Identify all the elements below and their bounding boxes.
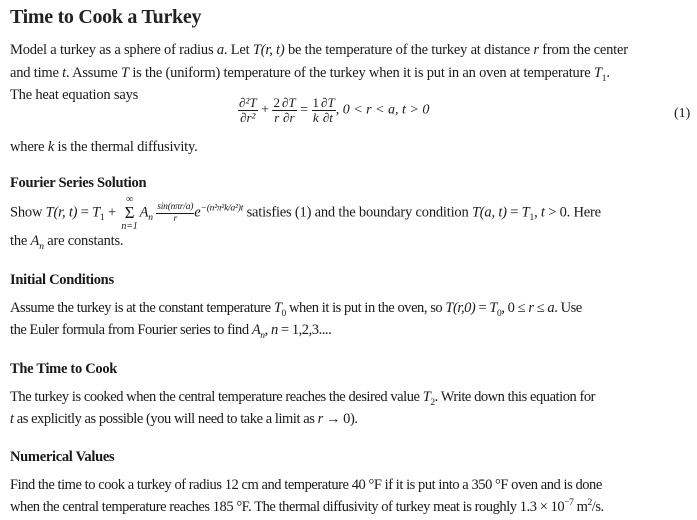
operator: = [506,204,522,221]
math-exponent: 2 [587,498,592,509]
math-var: n [270,322,278,338]
math-var: T [593,65,602,81]
intro-text: and time [10,65,63,81]
text: /s. [591,499,604,515]
math-var: T(r, t) [45,204,78,221]
fourier-line-1 [10,194,601,232]
operator: = [475,300,490,316]
math-var: t [62,65,67,81]
intro-text: . Assume [66,65,122,81]
fourier-line-2 [10,230,123,252]
math-subscript: n [39,241,44,252]
math-var: A [251,322,261,338]
section-heading-initial: Initial Conditions [10,272,114,288]
intro-line-3: The heat equation says [10,87,139,103]
equation-domain: , 0 < r < a, t > 0 [335,102,430,118]
summation [121,194,137,232]
math-subscript: 2 [430,397,435,408]
intro-line-1 [10,39,628,61]
math-subscript: 0 [497,308,502,319]
math-var: T [121,65,129,81]
intro-text: Model a turkey as a sphere of radius [10,42,217,58]
math-subscript: 1 [100,213,105,224]
operator: + [104,204,120,221]
sum-lower: n=1 [121,221,138,232]
numerical-line-2 [10,496,604,518]
text: > 0. Here [544,204,601,221]
fraction: $\frac{\partial T}{\partial r}$ [281,95,296,125]
text: Show [10,204,46,221]
note-text: is the thermal diffusivity. [54,139,198,155]
intro-text: from the center [538,42,628,58]
text: . Write down this equation for [434,389,596,405]
text: , 0 ≤ [501,300,529,316]
fraction: $\frac{1}{k}$ [312,95,320,125]
heat-equation [238,96,429,125]
section-heading-time: The Time to Cook [10,361,118,377]
initial-line-2 [10,319,331,341]
intro-text: is the (uniform) temperature of the turkey when it is put in an oven at temperature [128,65,594,81]
text: . Use [554,300,582,316]
math-var: t [540,204,545,221]
text: are constants. [43,233,124,249]
fraction: $\frac{2}{r}$ [273,95,280,125]
equation-number: (1) [674,106,691,121]
intro-text: . Let [223,42,253,58]
text: = 1,2,3.... [277,322,332,338]
math-var: T [92,204,101,221]
math-var: T [422,389,431,405]
text: satisfies (1) and the boundary condition [243,204,472,221]
math-subscript: 1 [601,73,607,84]
fraction: $\frac{\text{∂²T}}{\text{∂r²}}$ [239,95,257,125]
math-subscript: 0 [281,308,286,319]
math-var: r [317,411,323,427]
time-line-2 [10,408,358,430]
intro-text: be the temperature of the turkey at distance [284,42,534,58]
math-subscript: n [260,330,265,341]
text: The turkey is cooked when the central temperature reaches the desired value [10,389,423,405]
math-var: T [273,300,282,316]
text: when the central temperature reaches 185 °F. The thermal diffusivity of turkey meat is roughly 1.3 × 10 [10,499,565,515]
operator: + [261,102,269,118]
text: , [534,204,541,221]
math-subscript: n [148,213,153,224]
intro-text: . [606,65,610,81]
fraction: $\frac{\partial T}{\partial t}$ [321,95,335,125]
math-var: A [30,233,40,249]
math-subscript: 1 [529,213,535,224]
text: the Euler formula from Fourier series to find [10,322,252,338]
text: , [264,322,271,338]
math-var: r [533,42,539,58]
math-var: T(r,0) [445,300,476,316]
math-var: t [10,411,14,427]
section-heading-fourier: Fourier Series Solution [10,175,147,191]
page-title: Time to Cook a Turkey [10,6,202,28]
time-line-1 [10,386,595,408]
sum-upper: ∞ [126,194,133,205]
math-var: r [528,300,534,316]
section-heading-numerical: Numerical Values [10,449,115,465]
intro-line-2 [10,62,610,84]
text: the [10,233,31,249]
math-var: a [216,42,224,58]
numerical-line-1: Find the time to cook a turkey of radius 12 cm and temperature 40 °F if it is put into a 350 °F oven and is done [10,477,602,493]
math-exponent: −(n²π²k/a²)t [200,203,244,214]
text: as explicitly as possible (you will need to take a limit as [13,411,318,427]
text: when it is put in the oven, so [285,300,446,316]
text: Assume the turkey is at the constant temperature [10,300,274,316]
math-var: e [194,204,201,221]
math-var: A [139,204,149,221]
math-exponent: −7 [564,498,574,509]
math-var: T(a, t) [471,204,507,221]
initial-line-1 [10,297,582,319]
sigma-icon: Σ [124,203,135,222]
math-var: T [521,204,530,221]
text: ≤ [533,300,548,316]
math-var: T [489,300,498,316]
operator: = [77,204,93,221]
fraction: $\frac{\text{sin(nπr/a)}}{r}$ [157,201,194,224]
operator: = [300,102,309,118]
note-text: where [10,139,48,155]
diffusivity-note [10,136,198,158]
text: m [573,499,588,515]
math-var: k [47,139,55,155]
text: → 0). [322,411,358,427]
math-var: T(r, t) [252,42,285,58]
math-var: a [547,300,555,316]
